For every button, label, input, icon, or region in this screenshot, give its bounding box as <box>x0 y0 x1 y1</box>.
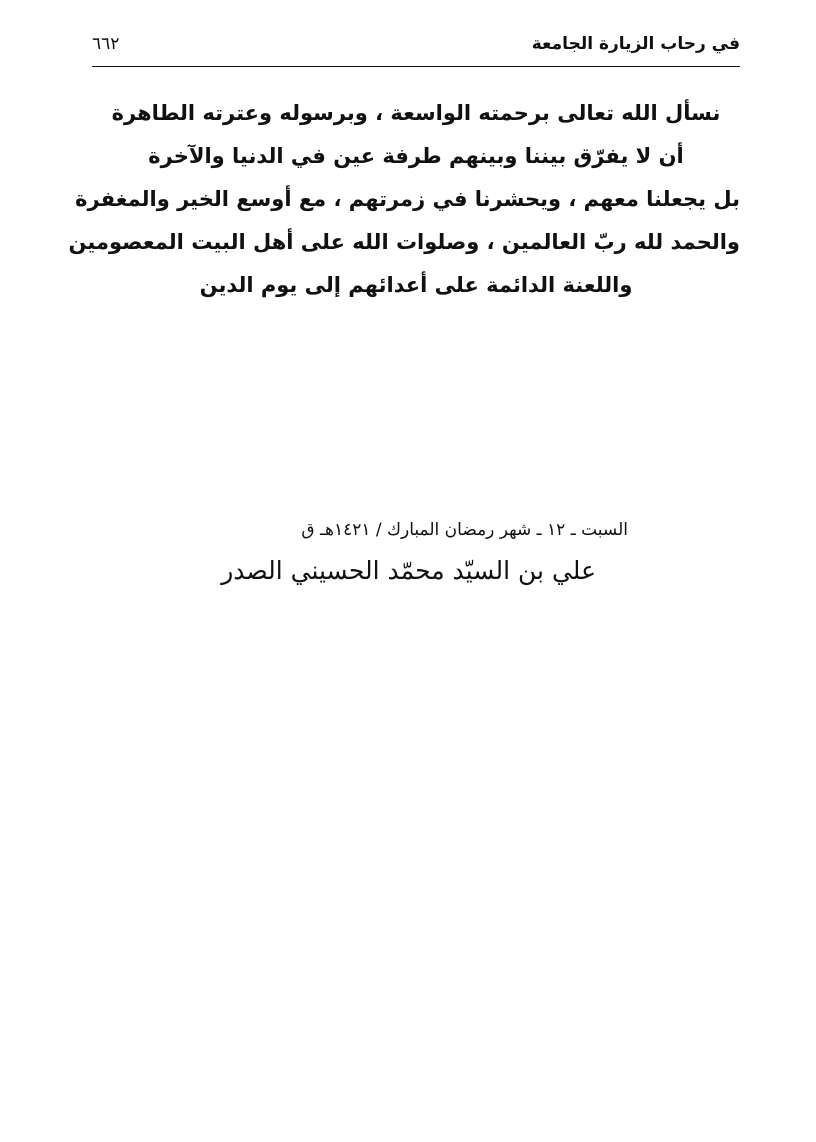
closing-prayer <box>68 92 740 307</box>
running-title: في رحاب الزيارة الجامعة <box>531 34 740 54</box>
prayer-line-2: أن لا يفرّق بيننا وبينهم طرفة عين في الدنيا والآخرة <box>148 144 684 168</box>
running-header <box>92 30 740 64</box>
header-divider <box>92 66 740 67</box>
completion-date: السبت ـ ١٢ ـ شهر رمضان المبارك / ١٤٢١هـ ق <box>301 520 628 540</box>
prayer-line-4: والحمد لله ربّ العالمين ، وصلوات الله على أهل البيت المعصومين <box>68 230 740 254</box>
prayer-line-5: واللعنة الدائمة على أعدائهم إلى يوم الدين <box>199 273 633 297</box>
author-name: علي بن السيّد محمّد الحسيني الصدر <box>221 556 596 585</box>
prayer-line-1: نسأل الله تعالى برحمته الواسعة ، وبرسوله وعترته الطاهرة <box>111 101 721 125</box>
prayer-line-3: بل يجعلنا معهم ، ويحشرنا في زمرتهم ، مع أوسع الخير والمغفرة <box>75 187 740 211</box>
page-number: ٦٦٢ <box>92 34 120 54</box>
